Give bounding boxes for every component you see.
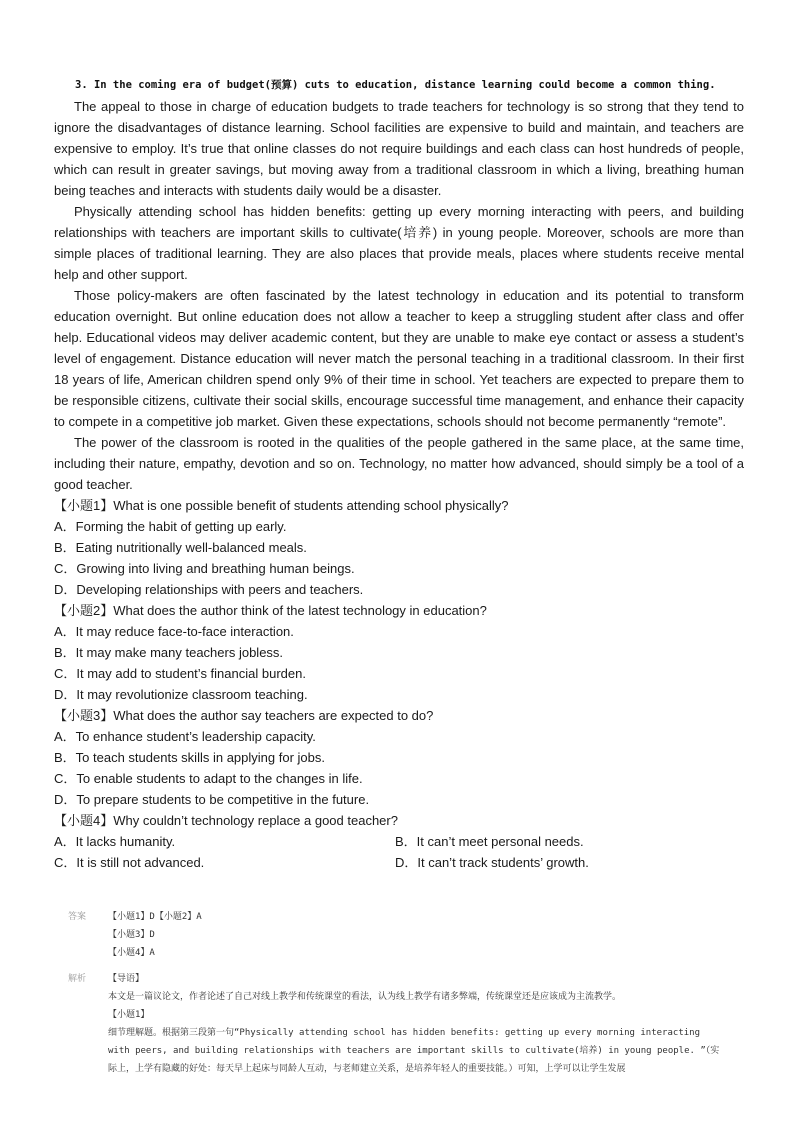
question-stem: 【小题3】What does the author say teachers are expected to do?	[54, 708, 434, 723]
option-row	[54, 852, 744, 873]
question-4	[54, 810, 744, 873]
question-2	[54, 600, 744, 705]
option-b: B．It can’t meet personal needs.	[395, 834, 584, 849]
analysis-line: 际上，上学有隐藏的好处：每天早上起床与同龄人互动，与老师建立关系，是培养年轻人的重要技能。）可知，上学可以让学生发展	[108, 1064, 626, 1074]
option-d: D．It may revolutionize classroom teaching.	[54, 687, 308, 702]
question-3	[54, 705, 744, 810]
option-d: D．Developing relationships with peers and teachers.	[54, 582, 364, 597]
answer-line: 【小题3】D	[108, 930, 155, 940]
option-a: A．It lacks humanity.	[54, 834, 176, 849]
question-stem: 【小题2】What does the author think of the latest technology in education?	[54, 603, 487, 618]
passage-body	[54, 96, 744, 873]
answer-lines	[108, 908, 728, 962]
option-a: A．Forming the habit of getting up early.	[54, 519, 287, 534]
passage-title: 3. In the coming era of budget(预算) cuts to education, distance learning could become a common thing.	[75, 79, 716, 91]
option-row	[54, 831, 744, 852]
option-b: B．Eating nutritionally well-balanced meals.	[54, 540, 307, 555]
analysis-line: 细节理解题。根据第三段第一句“Physically attending school has hidden benefits: getting up every morning interacting	[108, 1028, 700, 1038]
option-a: A．To enhance student’s leadership capacity.	[54, 729, 316, 744]
answer-section	[68, 908, 728, 1078]
analysis-line: 【导语】	[108, 974, 145, 984]
analysis-line: 本文是一篇议论文，作者论述了自己对线上教学和传统课堂的看法，认为线上教学有诸多弊端，传统课堂还是应该成为主流教学。	[108, 992, 622, 1002]
option-c: C．It may add to student’s financial burden.	[54, 666, 306, 681]
paragraph-3: Those policy-makers are often fascinated by the latest technology in education and its potential to transform education overnight. But online education does not allow a teacher to keep a struggling student after class and offer help. Educational videos may deliver academic content, but they are unable to make eye contact or assess a student’s level of engagement. Distance education will never match the personal teaching in a traditional classroom. In their first 18 years of life, American children spend only 9% of their time in school. Yet teachers are expected to prepare them to be responsible citizens, cultivate their social skills, encourage successful time management, and enhance their capacity to compete in a competitive job market. Given these expectations, schools should not become permanently “remote”.	[54, 288, 744, 429]
question-stem: 【小题1】What is one possible benefit of students attending school physically?	[54, 498, 509, 513]
option-d: D．To prepare students to be competitive in the future.	[54, 792, 370, 807]
answer-line: 【小题4】A	[108, 948, 155, 958]
paragraph-1: The appeal to those in charge of education budgets to trade teachers for technology is so strong that they tend to ignore the disadvantages of distance learning. School facilities are expensive to build and maintain, and teachers are expensive to employ. It’s true that online classes do not require buildings and each class can host hundreds of people, which can result in greater savings, but moving away from a traditional classroom in which a living, breathing human being teaches and interacts with students daily would be a disaster.	[54, 99, 744, 198]
option-b: B．It may make many teachers jobless.	[54, 645, 284, 660]
answer-line: 【小题1】D【小题2】A	[108, 912, 202, 922]
analysis-line: with peers, and building relationships with teachers are important skills to cultivate(培养) in young people. ”（实	[108, 1046, 720, 1056]
question-1	[54, 495, 744, 600]
answer-label: 答案	[68, 912, 87, 922]
option-c: C．Growing into living and breathing human beings.	[54, 561, 355, 576]
question-stem: 【小题4】Why couldn’t technology replace a good teacher?	[54, 813, 398, 828]
paragraph-2: Physically attending school has hidden benefits: getting up every morning interacting with peers, and building relationships with teachers are important skills to cultivate(培养) in young people. Moreover, schools are more than simple places of traditional learning. They are also places that provide meals, places where students receive mental help and other support.	[54, 204, 744, 282]
analysis-line: 【小题1】	[108, 1010, 150, 1020]
option-a: A．It may reduce face-to-face interaction.	[54, 624, 294, 639]
option-d: D．It can’t track students’ growth.	[395, 855, 589, 870]
analysis-lines	[108, 970, 728, 1078]
analysis-label: 解析	[68, 974, 87, 984]
option-c: C．It is still not advanced.	[54, 855, 205, 870]
option-c: C．To enable students to adapt to the changes in life.	[54, 771, 363, 786]
option-b: B．To teach students skills in applying for jobs.	[54, 750, 325, 765]
paragraph-4: The power of the classroom is rooted in the qualities of the people gathered in the same place, at the same time, including their nature, empathy, devotion and so on. Technology, no matter how advanced, should simply be a tool of a good teacher.	[54, 435, 744, 492]
